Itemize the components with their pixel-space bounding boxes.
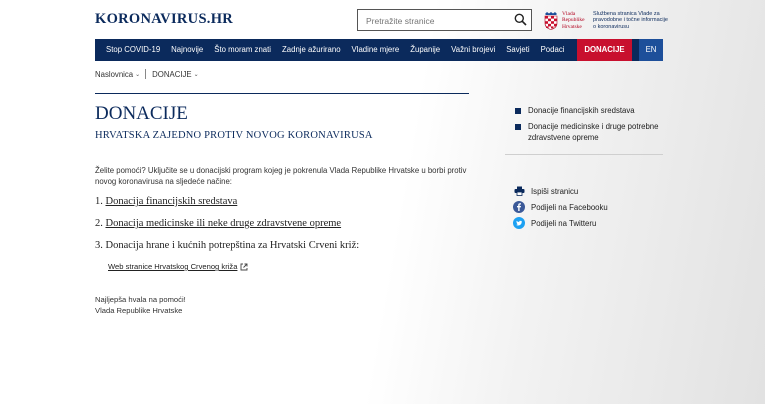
step-number: 1. <box>95 196 103 207</box>
croatian-coat-of-arms-icon <box>544 11 558 35</box>
breadcrumb-current[interactable]: DONACIJE <box>152 69 192 79</box>
step-food: 3. Donacija hrane i kućnih potrepština za Hrvatski Crveni križ: <box>95 240 360 251</box>
facebook-icon <box>513 201 525 213</box>
search-icon[interactable] <box>514 13 527 31</box>
red-cross-link-label: Web stranice Hrvatskog Crvenog križa <box>108 262 238 271</box>
title-rule <box>95 93 469 94</box>
print-button[interactable] <box>513 183 608 199</box>
nav-stop-covid[interactable]: Stop COVID-19 <box>106 45 161 54</box>
chevron-down-icon[interactable]: ⌄ <box>193 71 199 78</box>
thanks-line: Najljepša hvala na pomoći! <box>95 295 186 304</box>
printer-icon <box>513 185 525 197</box>
sidebar-divider <box>505 154 663 155</box>
breadcrumb-divider <box>145 69 146 79</box>
search-box[interactable] <box>357 9 532 31</box>
nav-donate-button[interactable]: DONACIJE <box>577 39 632 61</box>
external-link-icon <box>240 263 248 271</box>
step-number: 2. <box>95 218 103 229</box>
language-switch[interactable]: EN <box>639 39 663 61</box>
medical-donation-link[interactable]: Donacija medicinske ili neke druge zdravstvene opreme <box>105 218 342 229</box>
twitter-icon <box>513 217 525 229</box>
sidebar-link-financial[interactable] <box>515 105 665 116</box>
financial-donation-link[interactable]: Donacija financijskih sredstava <box>105 196 238 207</box>
chevron-down-icon[interactable]: ⌄ <box>135 71 141 78</box>
page-title: DONACIJE <box>95 103 188 124</box>
nav-najnovije[interactable]: Najnovije <box>171 45 204 54</box>
search-input[interactable] <box>364 12 508 30</box>
sidebar-links <box>515 105 665 148</box>
facebook-share-button[interactable] <box>513 199 608 215</box>
page-subtitle: HRVATSKA ZAJEDNO PROTIV NOVOG KORONAVIRUSA <box>95 130 373 141</box>
share-actions <box>513 183 608 231</box>
sidebar-link-label: Donacije medicinske i druge potrebne zdravstvene opreme <box>528 122 659 142</box>
square-bullet-icon <box>515 108 521 114</box>
breadcrumb <box>95 69 199 79</box>
main-navigation <box>95 39 663 61</box>
nav-zadnje-azurirano[interactable]: Zadnje ažurirano <box>282 45 341 54</box>
step-medical <box>95 218 341 229</box>
twitter-label: Podijeli na Twitteru <box>531 218 597 228</box>
facebook-label: Podijeli na Facebooku <box>531 202 608 212</box>
nav-podaci[interactable]: Podaci <box>540 45 565 54</box>
red-cross-link[interactable] <box>108 262 248 271</box>
nav-savjeti[interactable]: Savjeti <box>506 45 530 54</box>
sidebar-link-label: Donacije financijskih sredstava <box>528 106 635 115</box>
nav-vazni-brojevi[interactable]: Važni brojevi <box>451 45 496 54</box>
signature-line: Vlada Republike Hrvatske <box>95 306 183 315</box>
nav-zupanije[interactable]: Županije <box>410 45 441 54</box>
nav-sto-moram-znati[interactable]: Što moram znati <box>214 45 272 54</box>
closing-text <box>95 294 186 316</box>
print-label: Ispiši stranicu <box>531 186 579 196</box>
intro-text: Želite pomoći? Uključite se u donacijski program kojeg je pokrenula Vlada Republike Hrvatske u borbi protiv novog koronavirusa na sljedeće načine: <box>95 166 467 186</box>
government-description: Službena stranica Vlade za pravodobne i točne informacije o koronavirusu <box>593 11 668 30</box>
site-logo[interactable]: KORONAVIRUS.HR <box>95 11 234 27</box>
square-bullet-icon <box>515 124 521 130</box>
government-name[interactable]: Vlada Republike Hrvatske <box>562 11 585 30</box>
step-financial <box>95 196 237 207</box>
sidebar-link-medical[interactable] <box>515 121 665 143</box>
twitter-share-button[interactable] <box>513 215 608 231</box>
nav-vladine-mjere[interactable]: Vladine mjere <box>351 45 400 54</box>
breadcrumb-home[interactable]: Naslovnica <box>95 69 134 79</box>
